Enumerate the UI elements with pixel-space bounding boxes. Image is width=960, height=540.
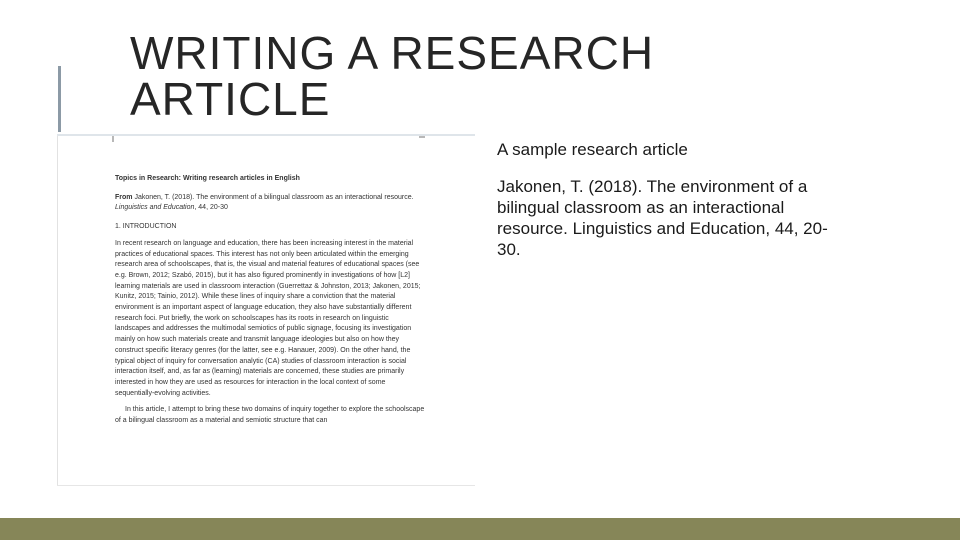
slide-title [130, 27, 830, 125]
article-screenshot [57, 134, 475, 486]
image-crop-mark-left [112, 136, 114, 142]
reference-journal: Linguistics and Education [115, 204, 195, 212]
article-page [115, 174, 425, 427]
image-left-border [57, 136, 58, 486]
slide-title-line2: ARTICLE [130, 73, 331, 125]
reference-prefix: From [115, 193, 133, 201]
article-heading: Topics in Research: Writing research articles in English [115, 175, 300, 182]
article-paragraph-1: In recent research on language and education, there has been increasing interest in the material practices of educational spaces. This interest has not only been articulated within the emerging research area of schoolscapes, that is, the visual and material features of educational spaces (see e.g. Brown, 2012; Szabó, 2015), but it has also figured prominently in investigations of how [L2] learning materials are used in classroom interaction (Guerrettaz & Johnston, 2013; Jakonen, 2015; Kunitz, 2015; Tainio, 2012). While these lines of inquiry share a conviction that the material environment is an important aspect of language education, they also have substantially different research foci. Put briefly, the work on schoolscapes has its roots in research on linguistic landscapes and addresses the multimodal semiotics of public signage, focusing its investigation mainly on how such materials create and transmit language ideologies but also on how they construct specific literacy genres (for the latter, see e.g. Hanauer, 2009). On the other hand, the typical object of inquiry for conversation analytic (CA) studies of classroom interaction is social interaction itself, and, as far as (learning) materials are concerned, these studies are primarily interested in how they are used as resources for interaction in the local context of some sequentially-evolving activities. [115, 239, 421, 397]
article-citation: Jakonen, T. (2018). The environment of a bilingual classroom as an interactional resource. Linguistics and Education, 44, 20-30. [497, 177, 828, 259]
reference-body: Jakonen, T. (2018). The environment of a bilingual classroom as an interactional resource. [134, 193, 414, 201]
slide-title-line1: WRITING A RESEARCH [130, 27, 655, 79]
image-crop-mark-right [419, 136, 425, 138]
article-section-heading: 1. INTRODUCTION [115, 223, 177, 231]
reference-tail: , 44, 20-30 [194, 204, 228, 212]
footer-band [0, 518, 960, 540]
title-accent-bar [58, 66, 61, 132]
article-paragraph-2: In this article, I attempt to bring these two domains of inquiry together to explore the schoolscape of a bilingual classroom as a material and semiotic structure that can [115, 406, 425, 425]
article-reference [115, 193, 425, 214]
sample-caption: A sample research article [497, 140, 688, 159]
image-bottom-border [57, 485, 475, 486]
